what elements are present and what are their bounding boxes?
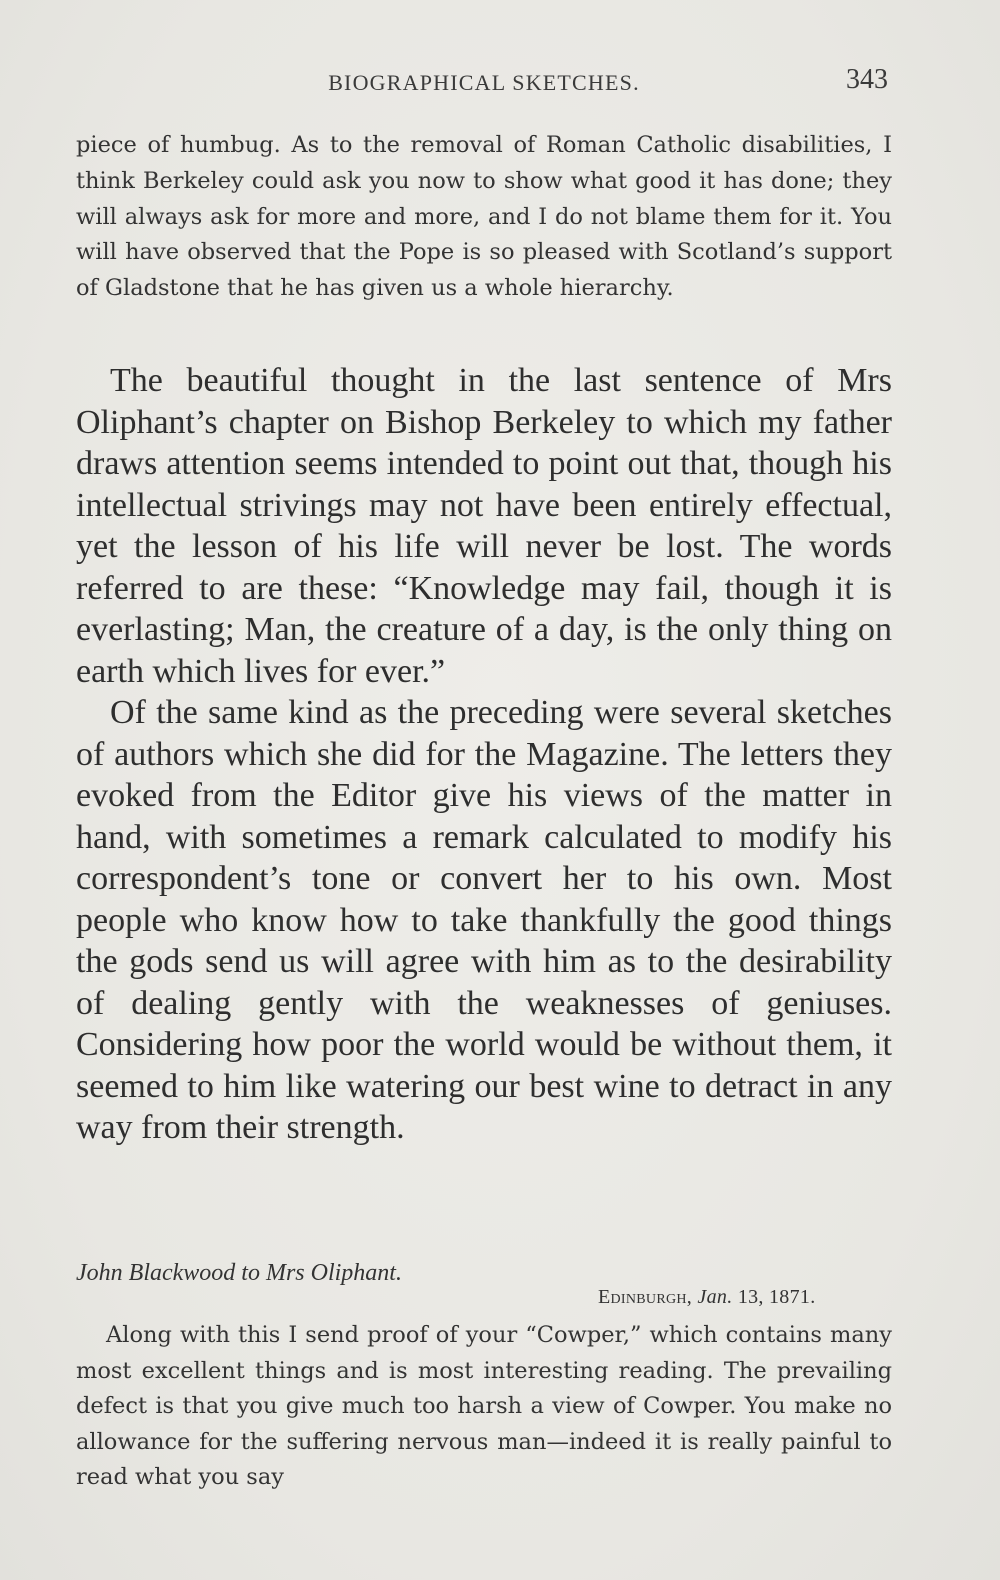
letter-heading: John Blackwood to Mrs Oliphant. [76,1260,402,1286]
letter-body [76,1318,892,1496]
main-paragraph-1: The beautiful thought in the last sentence of Mrs Oliphant’s chapter on Bishop Berkeley to which my father draws attention seems intended to point out that, though his intellectual strivings may not have been entirely effectual, yet the lesson of his life will never be lost. The words referred to are these: “Knowledge may fail, though it is everlasting; Man, the creature of a day, is the only thing on earth which lives for ever.” [76,362,892,690]
running-head [76,64,892,100]
dateline-month: Jan. [697,1286,733,1308]
letter-dateline [598,1286,816,1309]
letter-body-paragraph: Along with this I send proof of your “Cowper,” which contains many most excellent things and is most interesting reading. The prevailing defect is that you give much too harsh a view of Cowper. You make no allowance for the suffering nervous man—indeed it is really painful to read what you say [76,1322,892,1491]
dateline-date: 13, 1871. [737,1286,816,1308]
main-text [76,360,892,1149]
letter-continuation-paragraph: piece of humbug. As to the removal of Roman Catholic disabilities, I think Berkeley could ask you now to show what good it has done; they will always ask for more and more, and I do not blame them for it. You will have observed that the Pope is so pleased with Scotland’s support of Gladstone that he has given us a whole hierarchy. [76,132,892,302]
dateline-place: Edinburgh, [598,1286,693,1308]
main-paragraph-2: Of the same kind as the preceding were several sketches of authors which she did for the Magazine. The letters they evoked from the Editor give his views of the matter in hand, with sometimes a remark calculated to modify his correspondent’s tone or convert her to his own. Most people who know how to take thankfully the good things the gods send us will agree with him as to the desirability of dealing gently with the weaknesses of geniuses. Considering how poor the world would be without them, it seemed to him like watering our best wine to detract in any way from their strength. [76,694,892,1146]
page-number: 343 [846,64,888,95]
running-title: BIOGRAPHICAL SKETCHES. [328,70,640,95]
letter-continuation [76,128,892,307]
